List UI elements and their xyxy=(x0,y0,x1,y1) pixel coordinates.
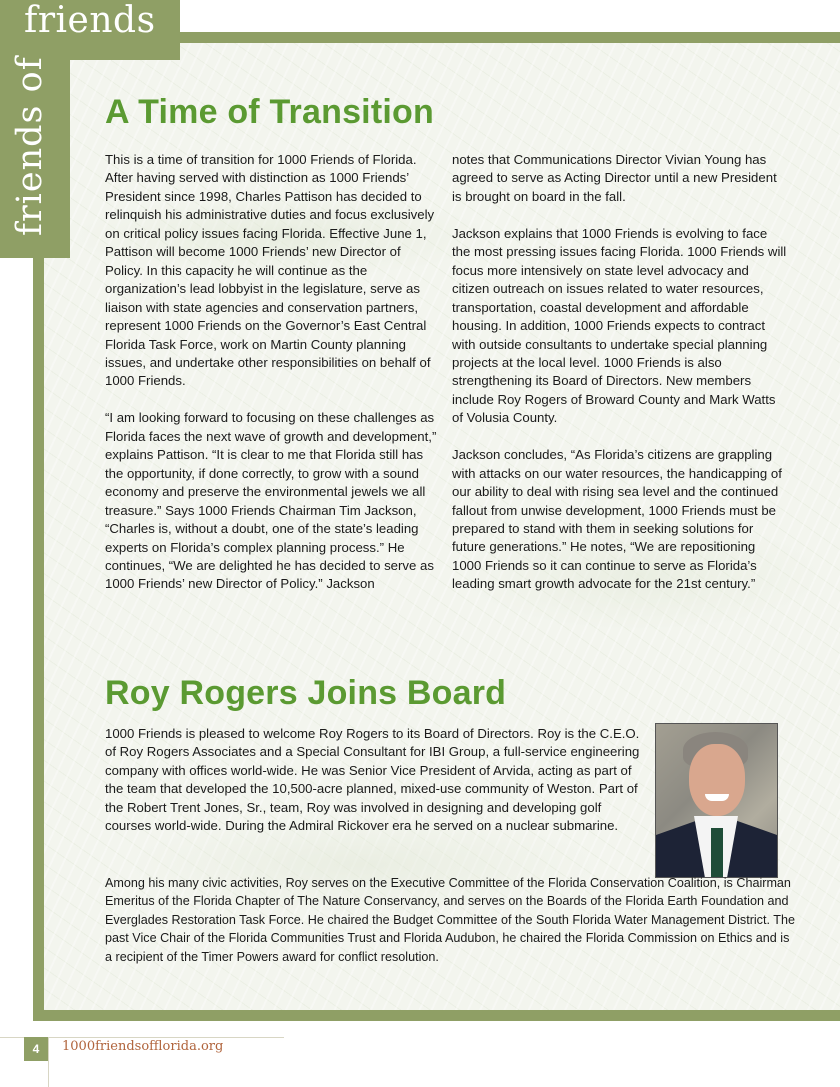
footer-url[interactable]: 1000friendsofflorida.org xyxy=(62,1039,224,1054)
portrait-smile xyxy=(705,794,729,801)
article-column-1 xyxy=(105,151,440,612)
paragraph: “I am looking forward to focusing on these challenges as Florida faces the next wave of growth and development,” explains Pattison. “It is clear to me that Florida still has the opportunity, if done correctly, to grow with a sound economy and preserve the environmental jewels we all treasure.” Says 1000 Friends Chairman Tim Jackson, “Charles is, without a doubt, one of the state’s leading experts on Florida’s complex planning process.” He continues, “We are delighted he has decided to serve as 1000 Friends’ new Director of Policy.” Jackson xyxy=(105,410,437,592)
article-title-roy-rogers: Roy Rogers Joins Board xyxy=(105,674,507,712)
portrait-tie xyxy=(711,828,723,878)
paragraph: This is a time of transition for 1000 Friends of Florida. After having served with distinction as 1000 Friends’ President since 1998, Charles Pattison has decided to relinquish his administrative duties and focus exclusively on critical policy issues facing Florida. Effective June 1, Pattison will become 1000 Friends’ new Director of Policy. In this capacity he will continue as the organization’s lead lobbyist in the legislature, serve as liaison with state agencies and conservation partners, represent 1000 Friends on the Governor’s East Central Florida Task Force, work on Martin County planning issues, and undertake other responsibilities on behalf of 1000 Friends. xyxy=(105,152,435,389)
article-title-transition: A Time of Transition xyxy=(105,93,434,131)
article-column-2 xyxy=(452,151,788,612)
masthead-vertical-word: friends of xyxy=(10,56,50,236)
paragraph: Jackson explains that 1000 Friends is evolving to face the most pressing issues facing Florida. 1000 Friends will focus more intensively on state level advocacy and citizen outreach on issues related to water resources, transportation, coastal development and affordable housing. In addition, 1000 Friends expects to contract with outside consultants to undertake special planning projects at the local level. 1000 Friends is also strengthening its Board of Directors. New members include Roy Rogers of Broward County and Mark Watts of Volusia County. xyxy=(452,225,787,426)
roy-rogers-portrait xyxy=(655,723,778,878)
frame-top-bar xyxy=(180,32,840,43)
masthead-word: friends xyxy=(24,0,156,41)
frame-left-bar xyxy=(33,250,44,1021)
paragraph: Among his many civic activities, Roy serves on the Executive Committee of the Florida Conservation Coalition, is Chairman Emeritus of the Florida Chapter of The Nature Conservancy, and serves on the Boards of the Florida Earth Foundation and Everglades Restoration Task Force. He chaired the Budget Committee of the South Florida Water Management District. The past Vice Chair of the Florida Communities Trust and Florida Audubon, he chaired the Florida Commission on Ethics and is a recipient of the Timer Powers award for conflict resolution. xyxy=(105,876,795,964)
frame-bottom-bar xyxy=(33,1010,840,1021)
page-number: 4 xyxy=(24,1037,48,1061)
paragraph: notes that Communications Director Vivian Young has agreed to serve as Acting Director until a new President is brought on board in the fall. xyxy=(452,152,777,204)
roy-rogers-civic xyxy=(105,874,795,985)
paragraph: 1000 Friends is pleased to welcome Roy Rogers to its Board of Directors. Roy is the C.E.O. of Roy Rogers Associates and a Special Consultant for IBI Group, a full-service engineering company with offices world-wide. He was Senior Vice President of Arvida, acting as part of the team that developed the 10,500-acre planned, mixed-use community of Weston. Part of the Robert Trent Jones, Sr., team, Roy was involved in designing and developing golf courses world-wide. During the Admiral Rickover era he served on a nuclear submarine. xyxy=(105,726,640,834)
footer-vertical-rule xyxy=(48,1037,49,1087)
roy-rogers-intro xyxy=(105,725,650,854)
portrait-face xyxy=(689,744,745,816)
paragraph: Jackson concludes, “As Florida’s citizens are grappling with attacks on our water resources, the handicapping of our ability to deal with rising sea level and the continued fallout from unwise development, 1000 Friends must be prepared to stand with them in seeking solutions for future generations.” He notes, “We are repositioning 1000 Friends so it can continue to serve as Florida’s leading smart growth advocate for the 21st century.” xyxy=(452,447,782,592)
